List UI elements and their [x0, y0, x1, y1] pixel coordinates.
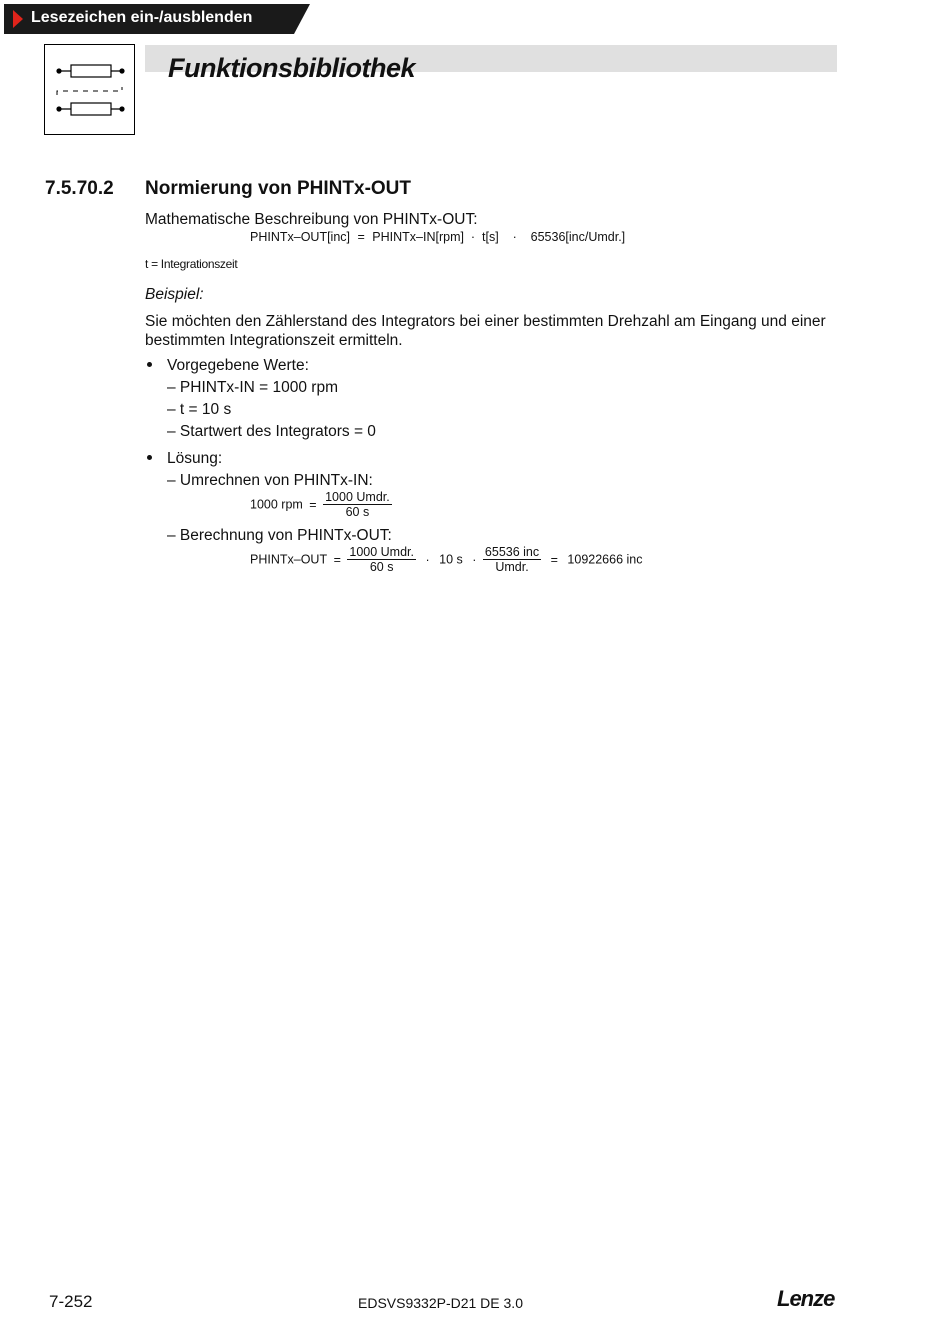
fraction-denominator: 60 s [369, 560, 394, 574]
example-label: Beispiel: [145, 286, 204, 303]
fraction-numerator: 65536 inc [484, 545, 540, 559]
fraction-numerator: 1000 Umdr. [349, 545, 414, 559]
fraction [483, 545, 541, 574]
bookmark-toggle-label[interactable]: Lesezeichen ein-/ausblenden [31, 9, 253, 26]
bullet-dot [147, 362, 152, 367]
formula-dot: · [425, 552, 430, 567]
intro-paragraph: Sie möchten den Zählerstand des Integrators bei einer bestimmten Drehzahl am Eingang und einer bestimmten Integrationszeit ermitteln. [145, 313, 826, 349]
formula-eq: = [550, 552, 558, 567]
solution-step: – Berechnung von PHINTx-OUT: [167, 527, 392, 544]
section-title: Normierung von PHINTx-OUT [145, 178, 412, 199]
brand-logo: Lenze [777, 1286, 835, 1311]
page-number: 7-252 [49, 1292, 93, 1311]
section-number: 7.5.70.2 [45, 178, 114, 199]
fraction-denominator: 60 s [345, 505, 370, 519]
given-item: – Startwert des Integrators = 0 [167, 423, 376, 440]
given-item: – PHINTx-IN = 1000 rpm [167, 379, 338, 396]
formula-lhs: 1000 rpm [250, 497, 303, 512]
formula-lhs: PHINTx–OUT [250, 552, 328, 567]
fraction [347, 545, 416, 574]
page-title: Funktionsbibliothek [168, 53, 415, 83]
solution-label: Lösung: [167, 450, 223, 467]
circuit-block-icon [44, 44, 135, 135]
given-values-label: Vorgegebene Werte: [167, 357, 309, 374]
formula-result [250, 545, 643, 574]
t-definition: t = Integrationszeit [145, 257, 238, 271]
formula-lhs: PHINTx–OUT[inc] [250, 230, 351, 244]
fraction [323, 490, 392, 519]
formula-eq: = [333, 552, 341, 567]
formula-eq: = [309, 497, 317, 512]
formula-conversion [250, 490, 392, 519]
solution-step: – Umrechnen von PHINTx-IN: [167, 472, 373, 489]
formula-rhs: PHINTx–IN[rpm] · t[s] · 65536[inc/Umdr.] [372, 230, 626, 244]
bookmark-toggle-bar[interactable] [4, 4, 310, 34]
bullet-dot [147, 455, 152, 460]
fraction-denominator: Umdr. [495, 560, 529, 574]
formula-eq: = [357, 230, 365, 244]
given-item: – t = 10 s [167, 401, 232, 418]
document-id: EDSVS9332P-D21 DE 3.0 [358, 1295, 523, 1311]
math-description: Mathematische Beschreibung von PHINTx-OUT: [145, 211, 478, 228]
fraction-numerator: 1000 Umdr. [325, 490, 390, 504]
formula-phintx-out [250, 230, 625, 244]
formula-result-value: 10922666 inc [567, 552, 643, 567]
formula-dot: · [472, 552, 477, 567]
formula-mid: 10 s [439, 552, 463, 567]
